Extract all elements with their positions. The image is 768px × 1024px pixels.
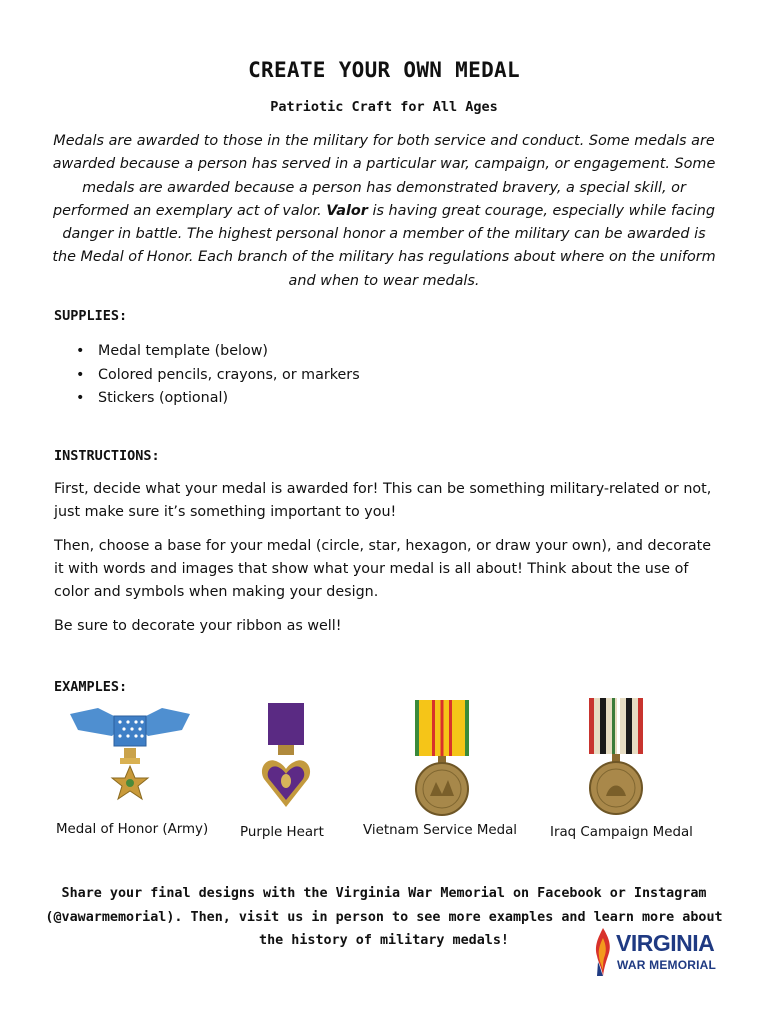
logo-text-war-memorial: WAR MEMORIAL xyxy=(617,958,717,972)
page-subtitle: Patriotic Craft for All Ages xyxy=(270,99,498,115)
virginia-war-memorial-logo xyxy=(590,924,720,980)
list-item: • Colored pencils, crayons, or markers xyxy=(76,364,360,388)
instructions-paragraph-1: First, decide what your medal is awarded for! This can be something military-related or not, just make sure it’s something important to you! xyxy=(54,481,712,521)
page-title: CREATE YOUR OWN MEDAL xyxy=(248,58,520,82)
list-item: • Stickers (optional) xyxy=(76,387,360,411)
medal-caption: Purple Heart xyxy=(240,825,324,840)
valor-word: Valor xyxy=(326,202,368,219)
share-paragraph: Share your final designs with the Virginia War Memorial on Facebook or Instagram (@vawarmemorial). Then, visit us in person to see more examples and learn more about the history of military medals! xyxy=(45,886,723,948)
instructions-paragraph-3: Be sure to decorate your ribbon as well! xyxy=(54,618,342,634)
flame-icon xyxy=(592,926,614,978)
intro-text-2: is having great courage, especially while facing danger in battle. The highest personal honor a member of the military can be awarded is the Medal of Honor. Each branch of the military has regulations about where on the uniform and when to wear medals. xyxy=(52,202,716,289)
medal-caption: Medal of Honor (Army) xyxy=(56,822,209,837)
medal-caption: Iraq Campaign Medal xyxy=(550,825,693,840)
supplies-heading: SUPPLIES: xyxy=(54,308,128,324)
vietnam-medal-icon xyxy=(412,700,472,816)
medal-caption: Vietnam Service Medal xyxy=(363,823,518,838)
list-item: • Medal template (below) xyxy=(76,340,360,364)
examples-heading: EXAMPLES: xyxy=(54,679,128,695)
intro-text-1: Medals are awarded to those in the military for both service and conduct. Some medals are awarded because a person has served in a particular war, campaign, or engagement. Some medals are awarded because a person has demonstrated bravery, a special skill, or performed an exemplary act of valor. xyxy=(52,133,716,219)
iraq-medal-icon xyxy=(586,698,646,816)
purple-heart-icon xyxy=(260,703,312,809)
instructions-heading: INSTRUCTIONS: xyxy=(54,448,160,464)
instructions-paragraph-2: Then, choose a base for your medal (circle, star, hexagon, or draw your own), and decorate it with words and images that show what your medal is all about! Think about the use of color and symbols when making your design. xyxy=(54,538,712,601)
medal-of-honor-icon xyxy=(68,706,192,806)
supplies-list xyxy=(76,340,360,411)
logo-text-virginia: VIRGINIA xyxy=(616,930,715,956)
intro-paragraph xyxy=(52,130,716,293)
